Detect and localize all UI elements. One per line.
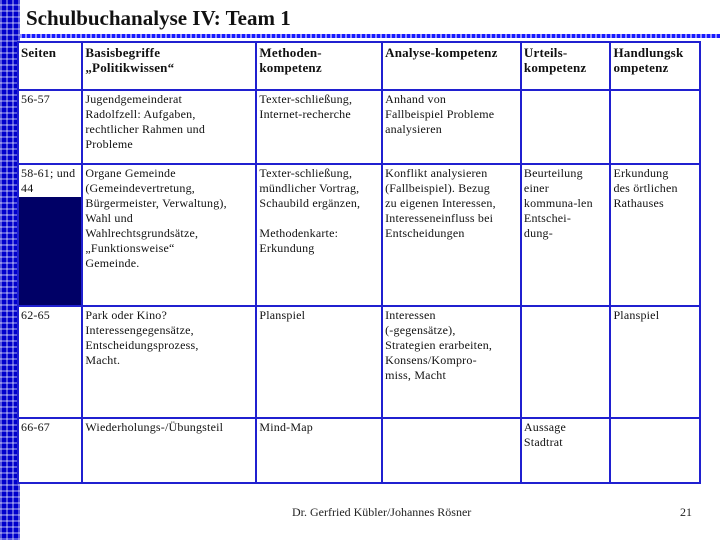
header-seiten: Seiten: [19, 43, 81, 89]
header-handlungskompetenz: Handlungsk ompetenz: [611, 43, 699, 89]
header-analysekompetenz: Analyse-kompetenz: [383, 43, 520, 89]
cell-basisbegriffe: Organe Gemeinde (Gemeindevertretung, Bürgermeister, Verwaltung), Wahl und Wahlrechtsgrundsätze, „Funktionsweise“ Gemeinde.: [83, 165, 255, 305]
cell-analysekompetenz: Anhand von Fallbeispiel Probleme analysieren: [383, 91, 520, 163]
cell-basisbegriffe: Park oder Kino? Interessengegensätze, Entscheidungsprozess, Macht.: [83, 307, 255, 417]
cell-basisbegriffe: Jugendgemeinderat Radolfzell: Aufgaben, rechtlicher Rahmen und Probleme: [83, 91, 255, 163]
cell-methodenkompetenz: Planspiel: [257, 307, 381, 417]
cell-seiten: 56-57: [19, 91, 81, 163]
table-row: [19, 419, 699, 482]
footer-author: Dr. Gerfried Kübler/Johannes Rösner: [292, 505, 472, 519]
cell-seiten: 62-65: [19, 307, 81, 417]
cell-urteilskompetenz: [522, 91, 610, 163]
cell-handlungskompetenz: Erkundung des örtlichen Rathauses: [611, 165, 699, 305]
header-urteilskompetenz: Urteils- kompetenz: [522, 43, 610, 89]
slide-title: Schulbuchanalyse IV: Team 1: [26, 6, 291, 30]
cell-handlungskompetenz: Planspiel: [611, 307, 699, 417]
cell-urteilskompetenz: Aussage Stadtrat: [522, 419, 610, 482]
cell-analysekompetenz: [383, 419, 520, 482]
cell-seiten: 66-67: [19, 419, 81, 482]
table-row: [19, 91, 699, 163]
analysis-table: [17, 41, 701, 484]
decorative-top-band: [20, 34, 720, 38]
cell-methodenkompetenz: Texter-schließung, mündlicher Vortrag, Schaubild ergänzen, Methodenkarte: Erkundung: [257, 165, 381, 305]
cell-methodenkompetenz: Texter-schließung, Internet-recherche: [257, 91, 381, 163]
cell-handlungskompetenz: [611, 419, 699, 482]
cell-seiten: 58-61; und 44: [19, 165, 81, 305]
header-basisbegriffe: Basisbegriffe „Politikwissen“: [83, 43, 255, 89]
cell-urteilskompetenz: Beurteilung einer kommuna-len Entschei- dung-: [522, 165, 610, 305]
cell-analysekompetenz: Konflikt analysieren (Fallbeispiel). Bezug zu eigenen Interessen, Interesseneinfluss bei Entscheidungen: [383, 165, 520, 305]
cell-methodenkompetenz: Mind-Map: [257, 419, 381, 482]
header-methodenkompetenz: Methoden- kompetenz: [257, 43, 381, 89]
table-row: [19, 307, 699, 417]
cell-handlungskompetenz: [611, 91, 699, 163]
table-header-row: [19, 43, 699, 89]
page-number: 21: [680, 505, 692, 519]
cell-basisbegriffe: Wiederholungs-/Übungsteil: [83, 419, 255, 482]
cell-analysekompetenz: Interessen (-gegensätze), Strategien erarbeiten, Konsens/Kompro- miss, Macht: [383, 307, 520, 417]
table-row: [19, 165, 699, 305]
cell-urteilskompetenz: [522, 307, 610, 417]
